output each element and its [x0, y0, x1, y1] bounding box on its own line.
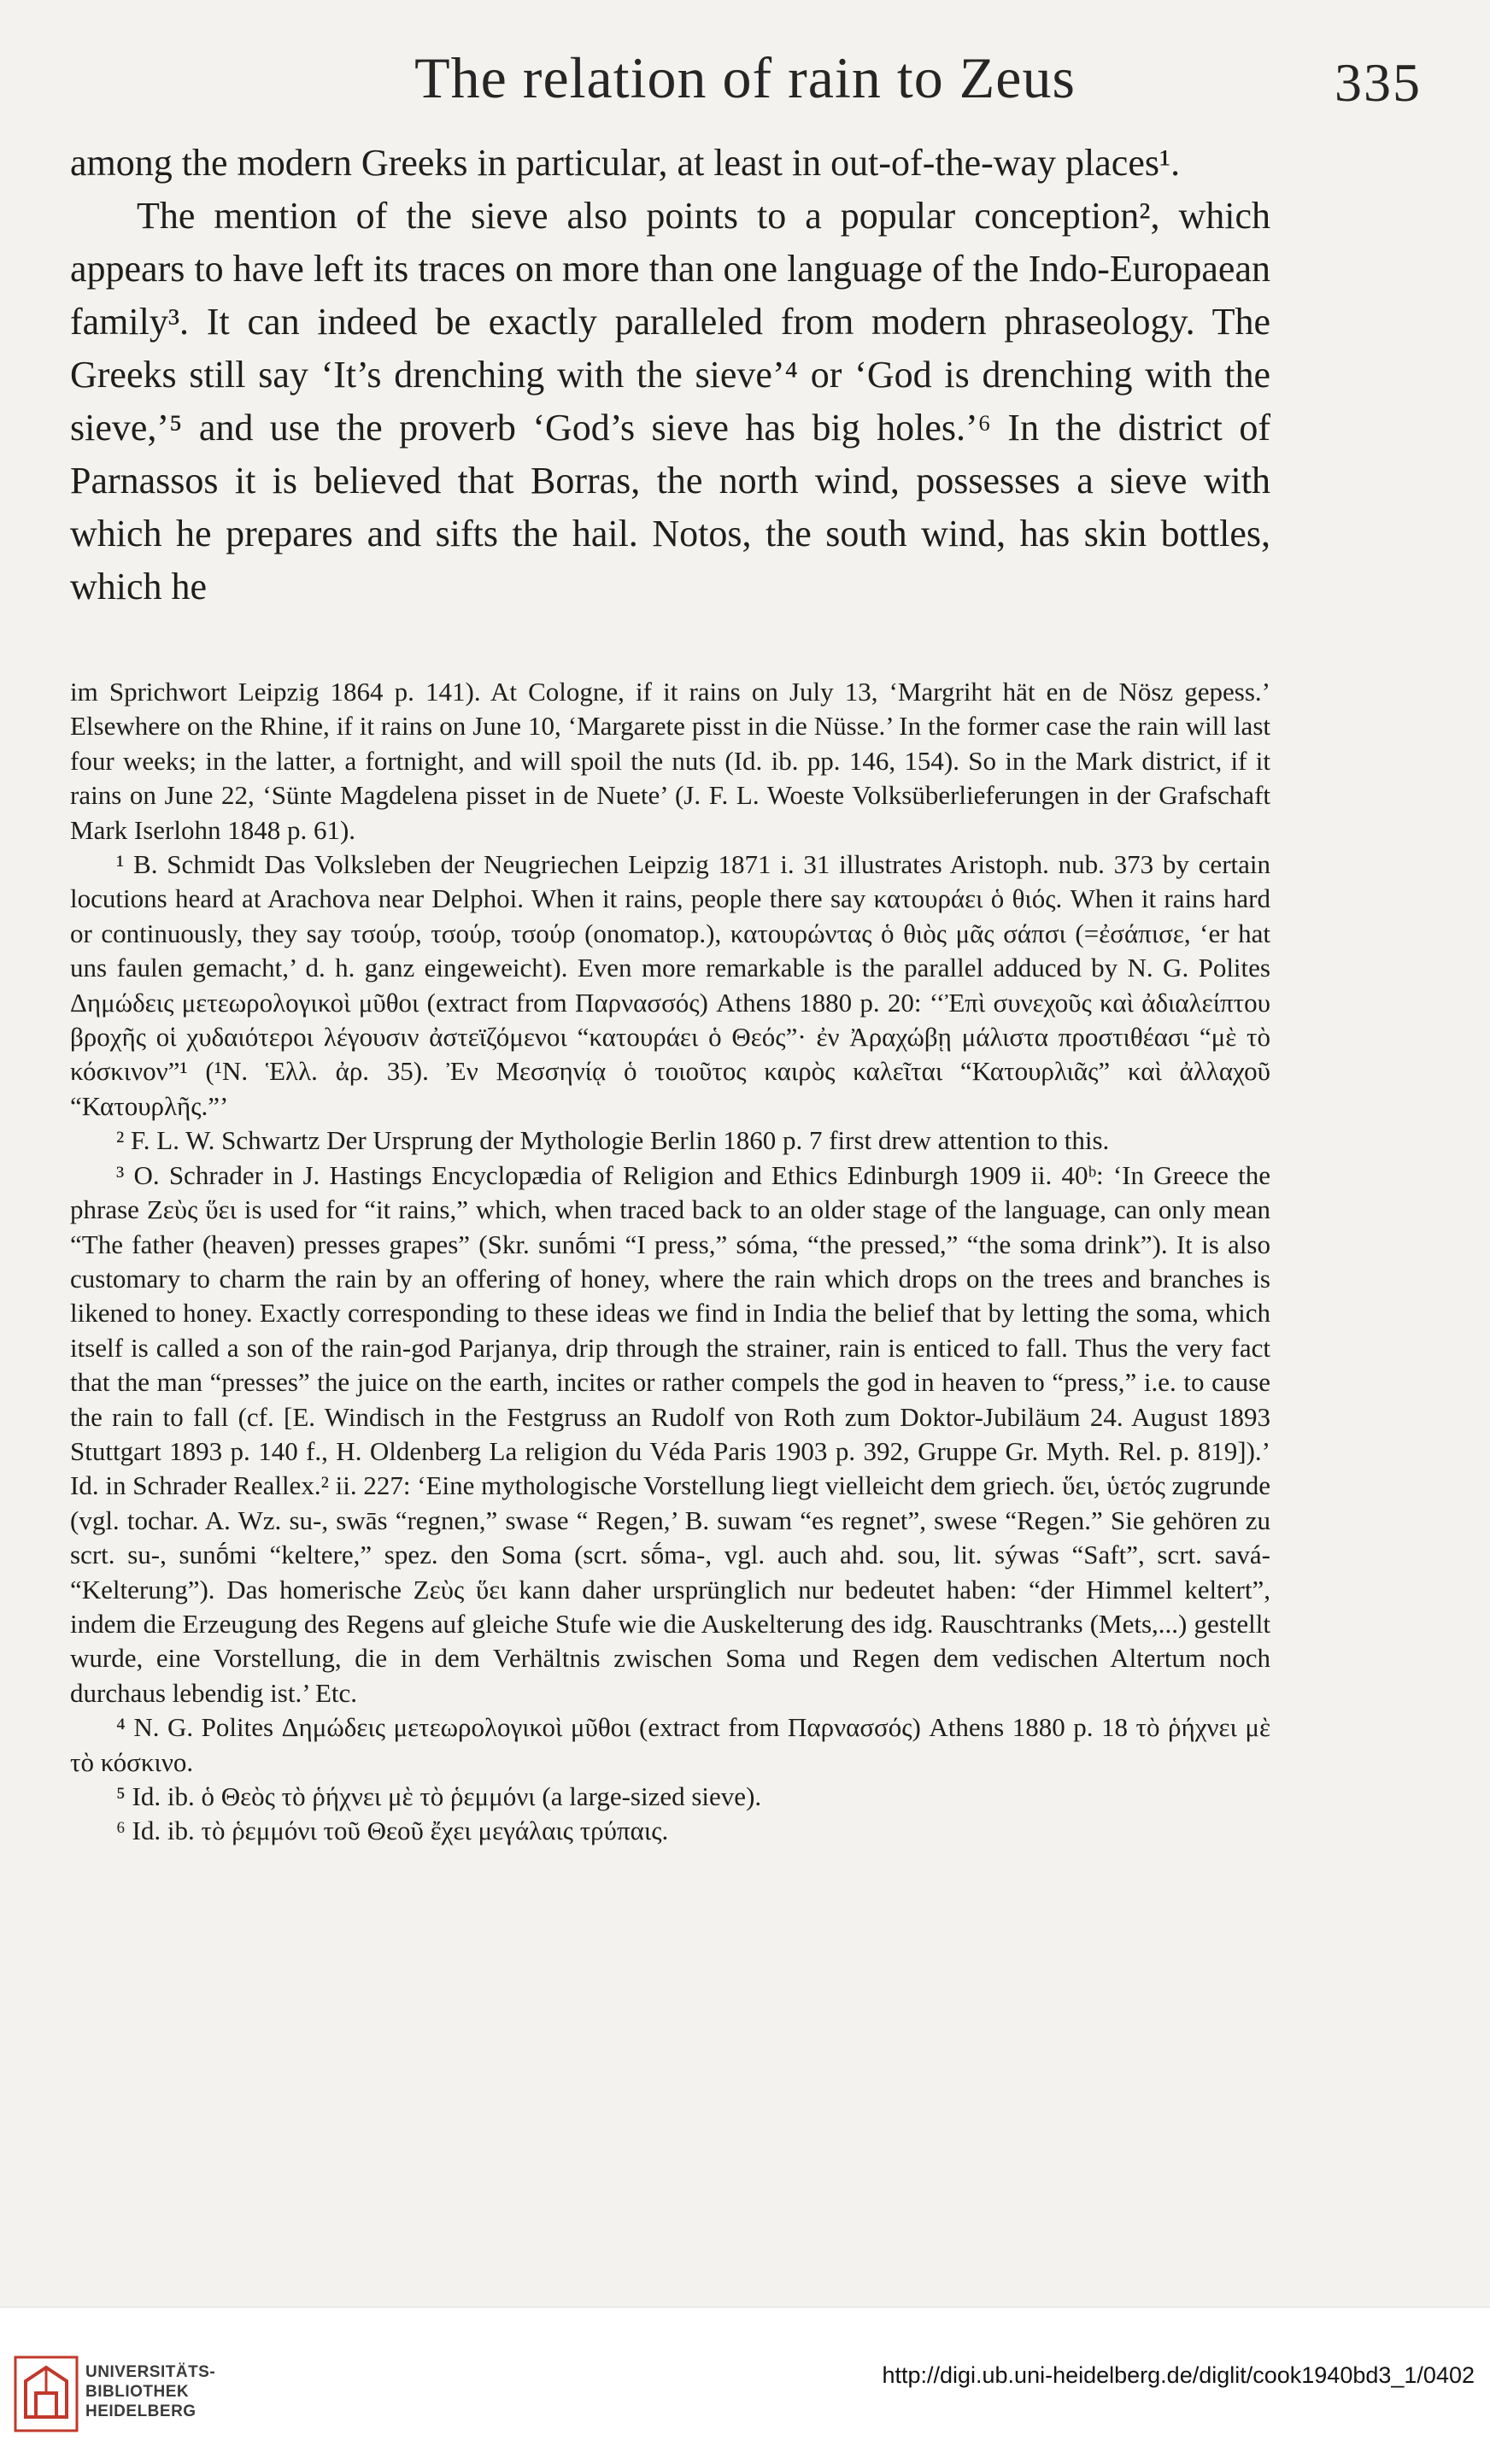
running-title: The relation of rain to Zeus: [414, 45, 1076, 110]
body-text: [70, 137, 1270, 613]
footnote-6: ⁶ Id. ib. τὸ ῥεμμόνι τοῦ Θεοῦ ἔχει μεγάλαις τρύπαις.: [116, 1816, 669, 1846]
source-url-link[interactable]: http://digi.ub.uni-heidelberg.de/diglit/cook1940bd3_1/0402: [882, 2362, 1475, 2388]
footnote-1: ¹ B. Schmidt Das Volksleben der Neugriechen Leipzig 1871 i. 31 illustrates Aristoph. nub. 373 by certain locutions heard at Arachova near Delphoi. When it rains, people there say κατουράει ὁ θιός. When it rains hard or continuously, they say τσούρ, τσούρ, τσούρ (onomatop.), κατουρώντας ὁ θιὸς μᾶς σάπσι (=ἐσάπισε, ‘er hat uns faulen gemacht,’ d. h. ganz eingeweicht). Even more remarkable is the parallel adduced by N. G. Polites Δημώδεις μετεωρολογικοὶ μῦθοι (extract from Παρνασσός) Athens 1880 p. 20: ‘‘Ἐπὶ συνεχοῦς καὶ ἀδιαλείπτου βροχῆς οἱ χυδαιότεροι λέγουσιν ἀστεϊζόμενοι “κατουράει ὁ Θεός”· ἐν Ἀραχώβῃ μάλιστα προστιθέασι “μὲ τὸ κόσκινον”¹ (¹N. Ἑλλ. ἀρ. 35). Ἐν Μεσσηνίᾳ ὁ τοιοῦτος καιρὸς καλεῖται “Κατουρλιᾶς” καὶ ἀλλαχοῦ “Κατουρλῆς.”’: [70, 849, 1270, 1121]
library-logo[interactable]: [14, 2355, 287, 2432]
footnotes: [70, 675, 1270, 1849]
logo-line: BIBLIOTHEK: [85, 2383, 190, 2401]
footnote-continuation: im Sprichwort Leipzig 1864 p. 141). At Cologne, if it rains on July 13, ‘Margriht hät en de Nösz gepess.’ Elsewhere on the Rhine, if it rains on June 10, ‘Margarete pisst in die Nüsse.’ In the former case the rain will last four weeks; in the latter, a fortnight, and will spoil the nuts (Id. ib. pp. 146, 154). So in the Mark district, if it rains on June 22, ‘Sünte Magdelena pisset in de Nuete’ (J. F. L. Woeste Volksüberlieferungen in der Grafschaft Mark Iserlohn 1848 p. 61).: [70, 677, 1270, 845]
library-logo-text: [85, 2362, 215, 2421]
footnote-2: ² F. L. W. Schwartz Der Ursprung der Mythologie Berlin 1860 p. 7 first drew attention to this.: [116, 1125, 1110, 1156]
footnote-3: ³ O. Schrader in J. Hastings Encyclopædia of Religion and Ethics Edinburgh 1909 ii. 40ᵇ: ‘In Greece the phrase Ζεὺς ὕει is used for “it rains,” which, when traced back to an older stage of the language, can only mean “The father (heaven) presses grapes” (Skr. sunṓmi “I press,” sóma, “the pressed,” “the soma drink”). It is also customary to charm the rain by an offering of honey, where the rain which drops on the trees and branches is likened to honey. Exactly corresponding to these ideas we find in India the belief that by letting the soma, which itself is called a son of the rain-god Parjanya, drip through the strainer, rain is enticed to fall. Thus the very fact that the man “presses” the juice on the earth, incites or rather compels the god in heaven to “press,” i.e. to cause the rain to fall (cf. [E. Windisch in the Festgruss an Rudolf von Roth zum Doktor-Jubiläum 24. August 1893 Stuttgart 1893 p. 140 f., H. Oldenberg La religion du Véda Paris 1903 p. 392, Gruppe Gr. Myth. Rel. p. 819]).’ Id. in Schrader Reallex.² ii. 227: ‘Eine mythologische Vorstellung liegt vielleicht dem griech. ὕει, ὑετός zugrunde (vgl. tochar. A. Wz. su-, swās “regnen,” swase “ Regen,’ B. suwam “es regnet”, swese “Regen.” Sie gehören zu scrt. su-, sunṓmi “keltere,” spez. den Soma (scrt. sṓma-, vgl. auch ahd. sou, lit. sýwas “Saft”, scrt. savá- “Kelterung”). Das homerische Ζεὺς ὕει kann daher ursprünglich nur bedeutet haben: “der Himmel keltert”, indem die Erzeugung des Regens auf gleiche Stufe wie die Auskelterung des idg. Rauschtranks (Mets,...) gestellt wurde, eine Vorstellung, die in dem Verhältnis zwischen Soma und Regen dem vedischen Altertum noch durchaus lebendig ist.’ Etc.: [70, 1159, 1270, 1708]
logo-line: HEIDELBERG: [85, 2402, 197, 2420]
viewer-footer: [0, 2307, 1490, 2464]
body-paragraph: among the modern Greeks in particular, at least in out-of-the-way places¹.: [70, 142, 1181, 184]
page-number: 335: [1335, 52, 1422, 113]
logo-line: UNIVERSITÄTS-: [85, 2363, 216, 2381]
footnote-5: ⁵ Id. ib. ὁ Θεὸς τὸ ῥήχνει μὲ τὸ ῥεμμόνι (a large-sized sieve).: [116, 1781, 762, 1811]
footnote-4: ⁴ N. G. Polites Δημώδεις μετεωρολογικοὶ μῦθοι (extract from Παρνασσός) Athens 1880 p. 18 τὸ ῥήχνει μὲ τὸ κόσκινο.: [70, 1712, 1270, 1777]
body-paragraph: The mention of the sieve also points to a popular conception², which appears to have left its traces on more than one language of the Indo-Europaean family³. It can indeed be exactly paralleled from modern phraseology. The Greeks still say ‘It’s drenching with the sieve’⁴ or ‘God is drenching with the sieve,’⁵ and use the proverb ‘God’s sieve has big holes.’⁶ In the district of Parnassos it is believed that Borras, the north wind, possesses a sieve with which he prepares and sifts the hail. Notos, the south wind, has skin bottles, which he: [70, 195, 1270, 607]
library-logo-icon: [14, 2355, 79, 2432]
page-header: [68, 44, 1422, 121]
